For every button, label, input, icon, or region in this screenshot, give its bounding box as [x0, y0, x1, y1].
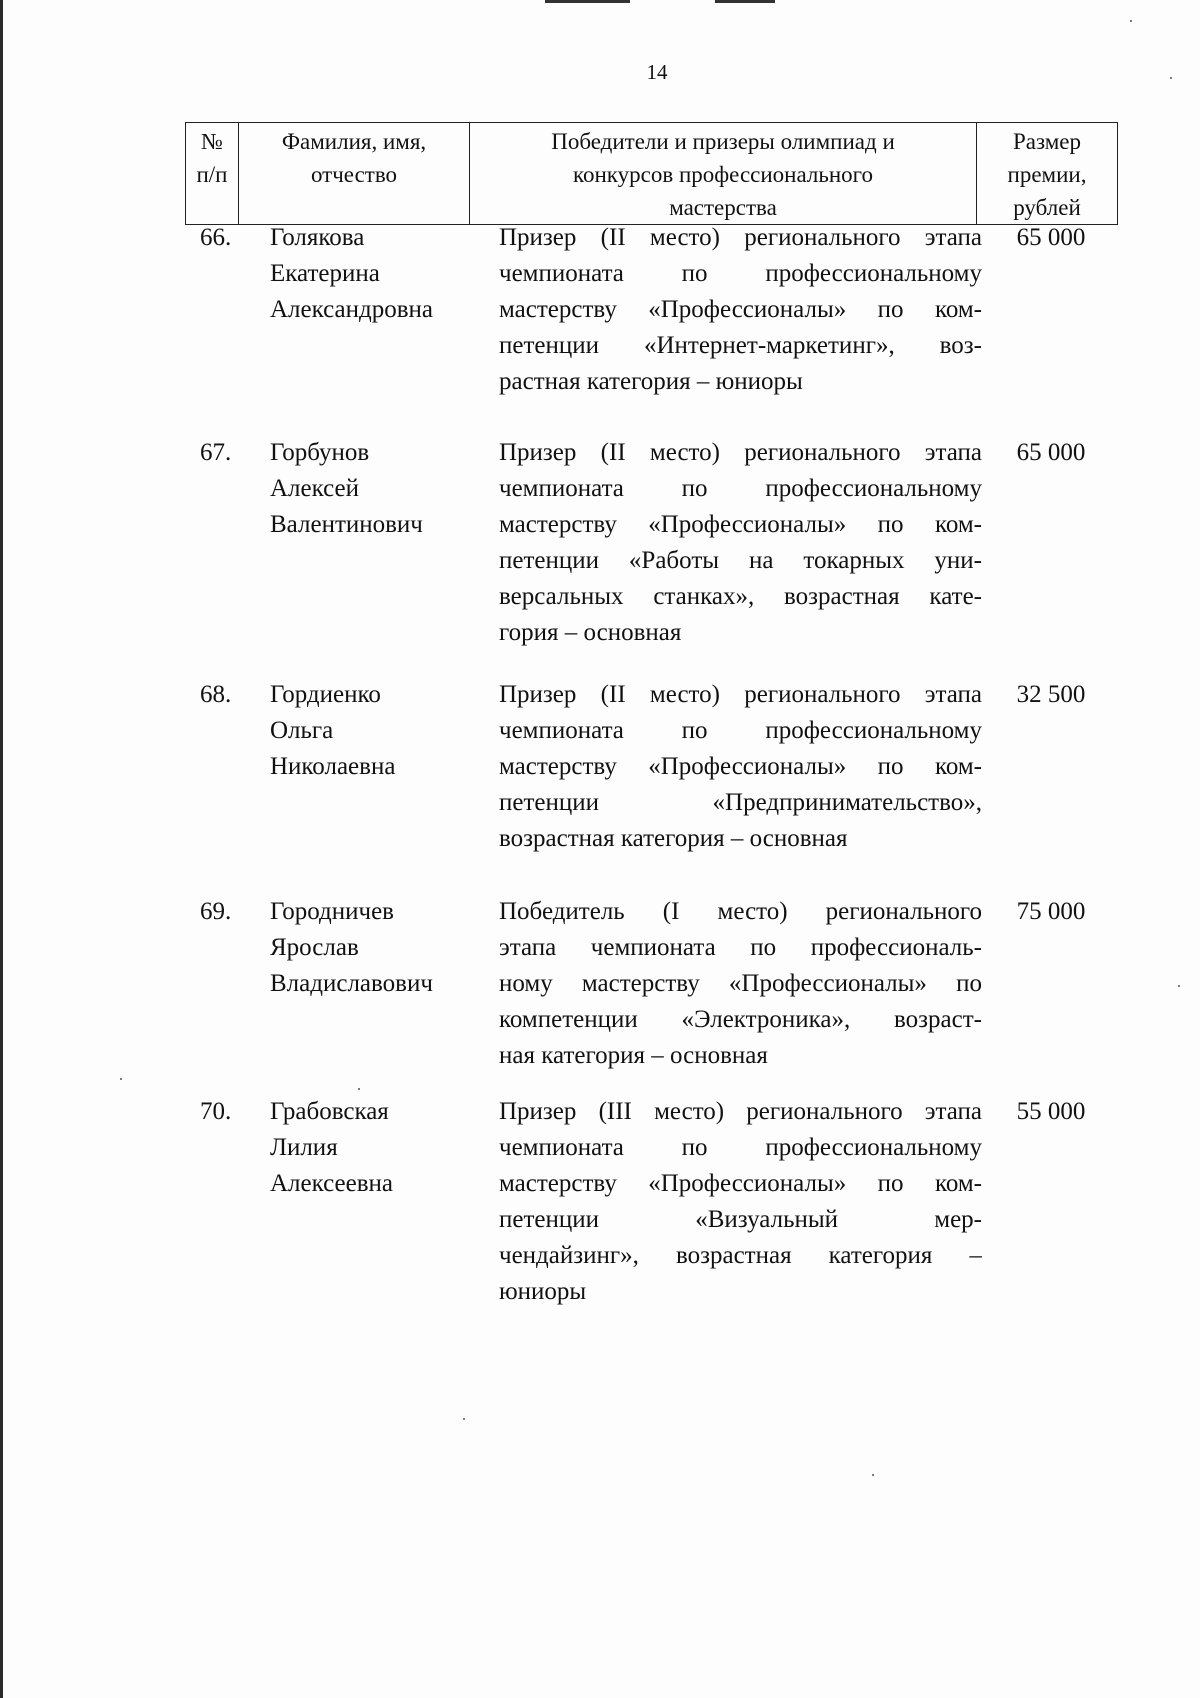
entry-amount: 32 500 [1016, 681, 1086, 708]
scan-left-edge [0, 0, 3, 1698]
scan-speck [1130, 20, 1132, 22]
page-number: 14 [646, 60, 668, 84]
header-description-column: Победители и призеры олимпиад и конкурсов профессионального мастерства [470, 123, 977, 225]
entry-amount: 75 000 [1016, 898, 1086, 925]
table-row [185, 435, 1117, 677]
entry-description: Победитель (I место) регионального этапа чемпионата по профессиональ- ному мастерству «Профессионалы» по компетенции «Электроника», возраст- ная категория – основная [499, 898, 982, 1069]
table-row [185, 1094, 1117, 1324]
header-name-column: Фамилия, имя, отчество [239, 123, 470, 225]
scan-speck [358, 1088, 360, 1090]
entry-name: Горбунов Алексей Валентинович [270, 439, 423, 538]
scan-speck [1170, 77, 1172, 79]
scan-speck [1178, 985, 1180, 987]
table-row [185, 220, 1117, 435]
scan-speck [872, 1474, 874, 1476]
table-row [185, 677, 1117, 894]
entry-description: Призер (III место) регионального этапа чемпионата по профессиональному мастерству «Профессионалы» по ком- петенции «Визуальный мер- чендайзинг», возрастная категория – юниоры [499, 1098, 982, 1305]
entry-name: Грабовская Лилия Алексеевна [270, 1098, 394, 1197]
table-row [185, 894, 1117, 1094]
entry-name: Голякова Екатерина Александровна [270, 224, 434, 323]
entry-number: 69. [200, 898, 232, 925]
entry-description: Призер (II место) регионального этапа чемпионата по профессиональному мастерству «Профессионалы» по ком- петенции «Работы на токарных уни- версальных станках», возрастная кате- гория – основная [499, 439, 982, 646]
entry-number: 67. [200, 439, 232, 466]
entry-amount: 55 000 [1016, 1098, 1086, 1125]
scan-speck [120, 1078, 122, 1080]
entry-description: Призер (II место) регионального этапа чемпионата по профессиональному мастерству «Профессионалы» по ком- петенции «Предпринимательство», возрастная категория – основная [499, 681, 982, 852]
entry-number: 66. [200, 224, 232, 251]
table-header [185, 122, 1118, 225]
scan-top-marks [545, 0, 845, 4]
header-number-column: № п/п [186, 123, 239, 225]
entry-amount: 65 000 [1016, 439, 1086, 466]
header-amount-column: Размер премии, рублей [977, 123, 1118, 225]
entries-list [185, 220, 1117, 1324]
entry-description: Призер (II место) регионального этапа чемпионата по профессиональному мастерству «Профессионалы» по ком- петенции «Интернет-маркетинг», воз- растная категория – юниоры [499, 224, 982, 395]
scan-speck [463, 1418, 465, 1420]
entry-amount: 65 000 [1016, 224, 1086, 251]
entry-number: 68. [200, 681, 232, 708]
entry-number: 70. [200, 1098, 232, 1125]
entry-name: Гордиенко Ольга Николаевна [270, 681, 396, 780]
entry-name: Городничев Ярослав Владиславович [270, 898, 433, 997]
